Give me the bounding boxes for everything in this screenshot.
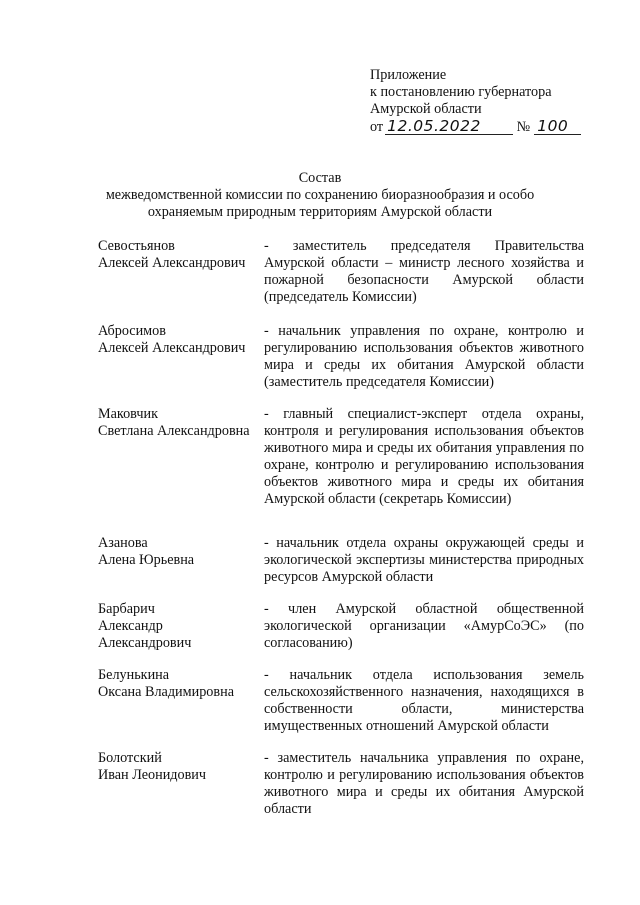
member-surname: Болотский xyxy=(98,750,162,766)
date-prefix: от xyxy=(370,119,384,135)
document-title xyxy=(100,170,540,221)
member-name xyxy=(98,601,258,652)
appendix-region-line: Амурской области xyxy=(370,101,482,117)
member-name xyxy=(98,750,258,784)
member-role: - начальник управления по охране, контролю и регулированию использования объектов животного мира и среды их обитания Амурской области (заместитель председателя Комиссии) xyxy=(264,323,584,390)
appendix-decree-line: к постановлению губернатора xyxy=(370,84,552,100)
member-name xyxy=(98,667,258,701)
member-given-names: Иван Леонидович xyxy=(98,767,207,783)
member-surname: Азанова xyxy=(98,535,148,551)
member-surname: Маковчик xyxy=(98,406,158,422)
member-name xyxy=(98,238,258,272)
handwritten-date: 12.05.2022 xyxy=(385,118,513,135)
title-line-2: межведомственной комиссии по сохранению биоразнообразия и особо xyxy=(105,187,535,203)
member-name xyxy=(98,323,258,357)
member-surname: Белунькина xyxy=(98,667,170,683)
member-role: - начальник отдела использования земель сельскохозяйственного назначения, находящихся в собственности области, министерства имущественных отношений Амурской области xyxy=(264,667,584,734)
title-line-3: охраняемым природным территориям Амурской области xyxy=(147,204,493,220)
member-given-names: Светлана Александровна xyxy=(98,423,250,439)
member-given-names: Оксана Владимировна xyxy=(98,684,234,700)
member-surname: Севостьянов xyxy=(98,238,175,254)
handwritten-number: 100 xyxy=(534,118,581,135)
member-role: - заместитель начальника управления по охране, контролю и регулированию использования объектов животного мира и среды их обитания Амурской области xyxy=(264,750,584,817)
member-surname: Абросимов xyxy=(98,323,166,339)
member-given-names: Алексей Александрович xyxy=(98,340,246,356)
member-name xyxy=(98,406,258,440)
number-prefix: № xyxy=(516,119,531,135)
appendix-header xyxy=(370,67,620,135)
title-line-1: Состав xyxy=(298,170,342,186)
member-given-names: Алексей Александрович xyxy=(98,255,246,271)
appendix-date-line xyxy=(370,118,620,135)
member-role: - заместитель председателя Правительства Амурской области – министр лесного хозяйства и пожарной безопасности Амурской области (председатель Комиссии) xyxy=(264,238,584,305)
member-name xyxy=(98,535,258,569)
member-given-names: Алена Юрьевна xyxy=(98,552,195,568)
member-role: - главный специалист-эксперт отдела охраны, контроля и регулирования использования объектов животного мира и среды их обитания управления по охране, контролю и регулированию использования объектов животного мира и среды их обитания Амурской области (секретарь Комиссии) xyxy=(264,406,584,507)
appendix-label: Приложение xyxy=(370,67,447,83)
member-role: - член Амурской областной общественной экологической организации «АмурСоЭС» (по согласованию) xyxy=(264,601,584,651)
member-role: - начальник отдела охраны окружающей среды и экологической экспертизы министерства природных ресурсов Амурской области xyxy=(264,535,584,585)
member-given-names: Александр xyxy=(98,618,163,634)
member-patronymic: Александрович xyxy=(98,635,192,651)
member-surname: Барбарич xyxy=(98,601,155,617)
